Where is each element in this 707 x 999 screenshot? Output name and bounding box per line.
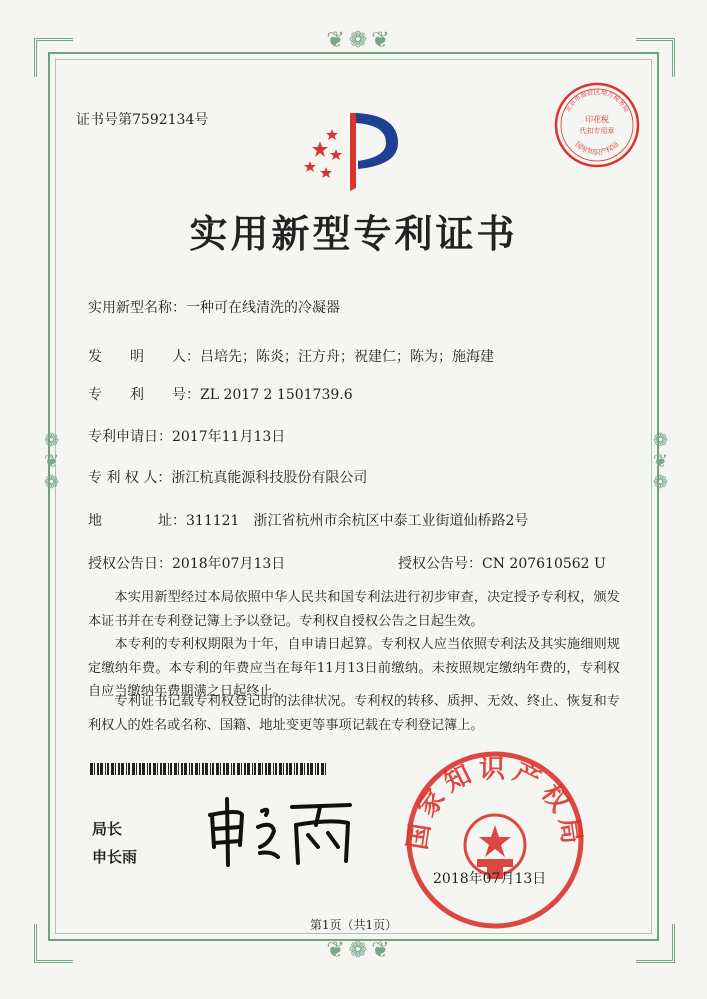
field-value: ZL 2017 2 1501739.6 — [200, 387, 353, 403]
top-seal-bottom-text: 国家知识产权局 — [573, 140, 621, 157]
field-label: 授权公告号： — [398, 556, 482, 572]
ornament-bottom: ❦❁❦ — [326, 938, 394, 963]
field-utility-model-name — [88, 297, 340, 317]
field-inventor — [88, 346, 494, 366]
director-title: 局长 — [92, 820, 123, 838]
field-value: 2018年07月13日 — [172, 556, 286, 572]
field-label: 专 利 权 人： — [88, 470, 172, 486]
director-name: 申长雨 — [92, 848, 138, 866]
paragraph-grant-statement: 本实用新型经过本局依照中华人民共和国专利法进行初步审查，决定授予专利权，颁发本证书并在专利登记簿上予以登记。专利权自授权公告之日起生效。 — [88, 590, 620, 629]
director-signature-icon — [200, 785, 360, 875]
field-address — [88, 510, 528, 530]
field-value: 吕培先；陈炎；汪方舟；祝建仁；陈为；施海建 — [200, 349, 494, 365]
field-filing-date — [88, 426, 285, 446]
field-label: 实用新型名称： — [88, 300, 186, 316]
certificate-number: 证书号第7592134号 — [76, 112, 209, 128]
paragraph-term-statement: 本专利的专利权期限为十年，自申请日起算。专利权人应当依照专利法及其实施细则规定缴纳年费。本专利的年费应当在每年11月13日前缴纳。未按照规定缴纳年费的，专利权自应当缴纳年费期满之日起终止。 — [88, 637, 620, 699]
certificate-title: 实用新型专利证书 — [189, 211, 518, 256]
field-value: 一种可在线清洗的冷凝器 — [186, 300, 340, 316]
tax-seal-icon — [552, 80, 642, 170]
top-seal-center-text: 印花税 — [585, 115, 609, 124]
ornament-top: ❦❁❦ — [326, 28, 394, 53]
ornament-right: ❁❦❁ — [650, 430, 671, 493]
field-value: 311121 浙江省杭州市余杭区中泰工业街道仙桥路2号 — [186, 513, 529, 529]
paragraph-legal-status: 专利证书记载专利权登记时的法律状况。专利权的转移、质押、无效、终止、恢复和专利权人的姓名或名称、国籍、地址变更等事项记载在专利登记簿上。 — [88, 694, 620, 733]
field-patentee — [88, 467, 367, 487]
top-seal-arc-text: 北京市海淀区地方税务局 — [563, 88, 631, 114]
field-label: 地 址： — [88, 513, 186, 529]
field-label: 专 利 号： — [88, 387, 200, 403]
field-value: CN 207610562 U — [482, 556, 606, 572]
director-block — [92, 815, 137, 871]
field-value: 浙江杭真能源科技股份有限公司 — [171, 470, 368, 486]
field-label: 专利申请日： — [88, 429, 172, 445]
top-seal-sub-text: 代扣专用章 — [579, 127, 615, 135]
corner-ornament-top-right — [636, 38, 675, 77]
svg-text:国家知识产权局 — [574, 140, 621, 157]
cnipa-official-seal-icon — [400, 745, 590, 935]
field-grant-number — [398, 553, 606, 573]
corner-ornament-top-left — [34, 38, 73, 77]
field-value: 2017年11月13日 — [172, 429, 286, 445]
page-number: 第1页（共1页） — [309, 918, 398, 932]
field-grant-date — [88, 553, 285, 573]
cnipa-logo-icon — [298, 103, 408, 193]
field-label: 授权公告日： — [88, 556, 172, 572]
field-label: 发 明 人： — [88, 349, 200, 365]
barcode-icon — [90, 763, 330, 775]
big-seal-text: 国家知识产权局 — [402, 754, 588, 852]
ornament-left: ❁❦❁ — [41, 430, 62, 493]
seal-date: 2018年07月13日 — [433, 871, 547, 887]
field-patent-number — [88, 384, 353, 404]
